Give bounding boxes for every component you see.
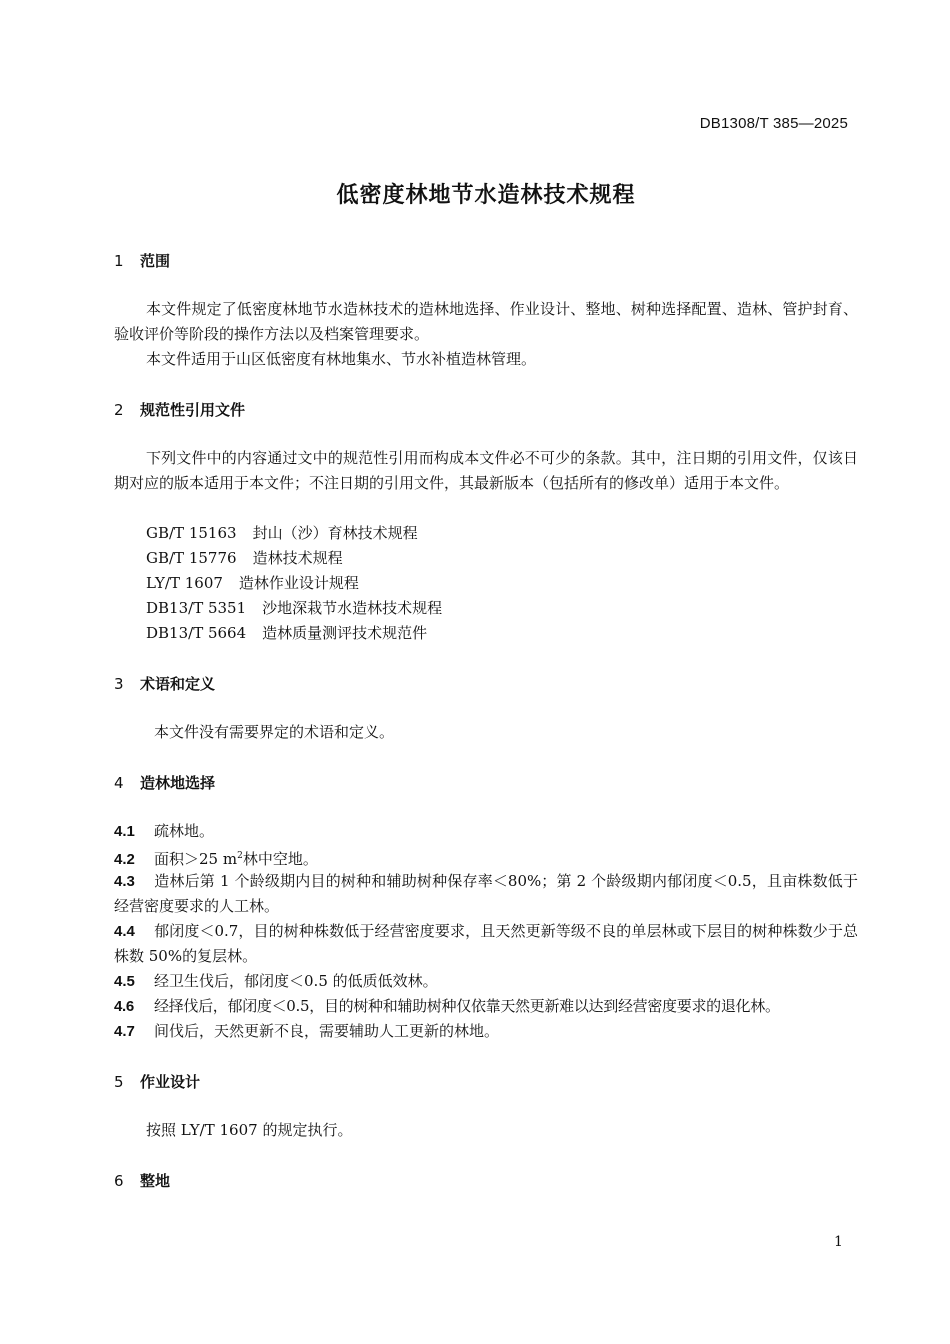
section-heading-design <box>114 1071 200 1092</box>
section-title: 规范性引用文件 <box>140 401 246 419</box>
reference-name: 造林技术规程 <box>252 549 343 567</box>
section-heading-scope <box>114 250 170 271</box>
section-title: 术语和定义 <box>140 675 216 693</box>
reference-code: DB13/T 5351 <box>146 599 247 617</box>
clause-text: 经卫生伐后，郁闭度＜0.5 的低质低效林。 <box>154 972 438 990</box>
document-code: DB1308/T 385—2025 <box>699 115 848 132</box>
section-number: 1 <box>114 252 124 270</box>
reference-item <box>146 621 427 646</box>
reference-code: LY/T 1607 <box>146 574 223 592</box>
clause-4-7 <box>114 1019 858 1044</box>
document-title: 低密度林地节水造林技术规程 <box>336 183 636 208</box>
clause-4-5 <box>114 969 858 994</box>
clause-number: 4.3 <box>114 873 135 890</box>
design-text: 按照 LY/T 1607 的规定执行。 <box>146 1121 353 1139</box>
clause-number: 4.6 <box>114 998 134 1015</box>
clause-4-2 <box>114 844 858 872</box>
section-title: 范围 <box>140 252 171 270</box>
section-number: 5 <box>114 1073 124 1091</box>
clause-text-post: 林中空地。 <box>242 850 318 868</box>
section-title: 整地 <box>140 1172 171 1190</box>
section-heading-normative-references <box>114 399 245 420</box>
reference-item <box>146 571 359 596</box>
reference-name: 造林作业设计规程 <box>238 574 359 592</box>
clause-4-1 <box>114 819 858 844</box>
clause-number: 4.4 <box>114 923 135 940</box>
section-title: 造林地选择 <box>140 774 216 792</box>
section-title: 作业设计 <box>140 1073 201 1091</box>
clause-number: 4.7 <box>114 1023 135 1040</box>
clause-4-3 <box>114 869 858 919</box>
normative-intro: 下列文件中的内容通过文中的规范性引用而构成本文件必不可少的条款。其中，注日期的引用文件，仅该日期对应的版本适用于本文件；不注日期的引用文件，其最新版本（包括所有的修改单）适用于本文件。 <box>114 449 858 492</box>
clause-text: 间伐后，天然更新不良，需要辅助人工更新的林地。 <box>154 1022 500 1040</box>
scope-paragraph-1: 本文件规定了低密度林地节水造林技术的造林地选择、作业设计、整地、树种选择配置、造林、管护封育、验收评价等阶段的操作方法以及档案管理要求。 <box>114 300 858 343</box>
clause-text: 郁闭度＜0.7，目的树种株数低于经营密度要求，且天然更新等级不良的单层林或下层目的树种株数少于总株数 50%的复层林。 <box>114 922 858 965</box>
reference-name: 造林质量测评技术规范件 <box>262 624 428 642</box>
clause-text-pre: 面积＞25 m <box>154 850 238 868</box>
clause-text: 疏林地。 <box>154 822 215 840</box>
reference-item <box>146 521 418 546</box>
clause-text: 经择伐后，郁闭度＜0.5，目的树种和辅助树种仅依靠天然更新难以达到经营密度要求的退化林。 <box>154 997 780 1015</box>
clause-number: 4.1 <box>114 823 135 840</box>
terms-text: 本文件没有需要界定的术语和定义。 <box>154 723 395 741</box>
reference-name: 沙地深栽节水造林技术规程 <box>262 599 443 617</box>
scope-paragraph-2: 本文件适用于山区低密度有林地集水、节水补植造林管理。 <box>146 350 537 368</box>
reference-code: GB/T 15163 <box>146 524 237 542</box>
section-heading-land-preparation <box>114 1170 170 1191</box>
reference-code: GB/T 15776 <box>146 549 237 567</box>
superscript: 2 <box>237 851 243 861</box>
section-heading-site-selection <box>114 772 215 793</box>
clause-text: 造林后第 1 个龄级期内目的树种和辅助树种保存率＜80%；第 2 个龄级期内郁闭度＜0.5，且亩株数低于经营密度要求的人工林。 <box>114 872 858 915</box>
clause-number: 4.5 <box>114 973 135 990</box>
section-number: 6 <box>114 1172 124 1190</box>
page-number: 1 <box>834 1234 843 1250</box>
reference-code: DB13/T 5664 <box>146 624 247 642</box>
section-heading-terms <box>114 673 215 694</box>
clause-4-6 <box>114 994 874 1019</box>
clause-4-4 <box>114 919 858 969</box>
clause-number: 4.2 <box>114 851 135 868</box>
section-number: 2 <box>114 401 124 419</box>
reference-item <box>146 596 442 621</box>
section-number: 3 <box>114 675 124 693</box>
reference-item <box>146 546 343 571</box>
section-number: 4 <box>114 774 124 792</box>
reference-name: 封山（沙）育林技术规程 <box>252 524 418 542</box>
